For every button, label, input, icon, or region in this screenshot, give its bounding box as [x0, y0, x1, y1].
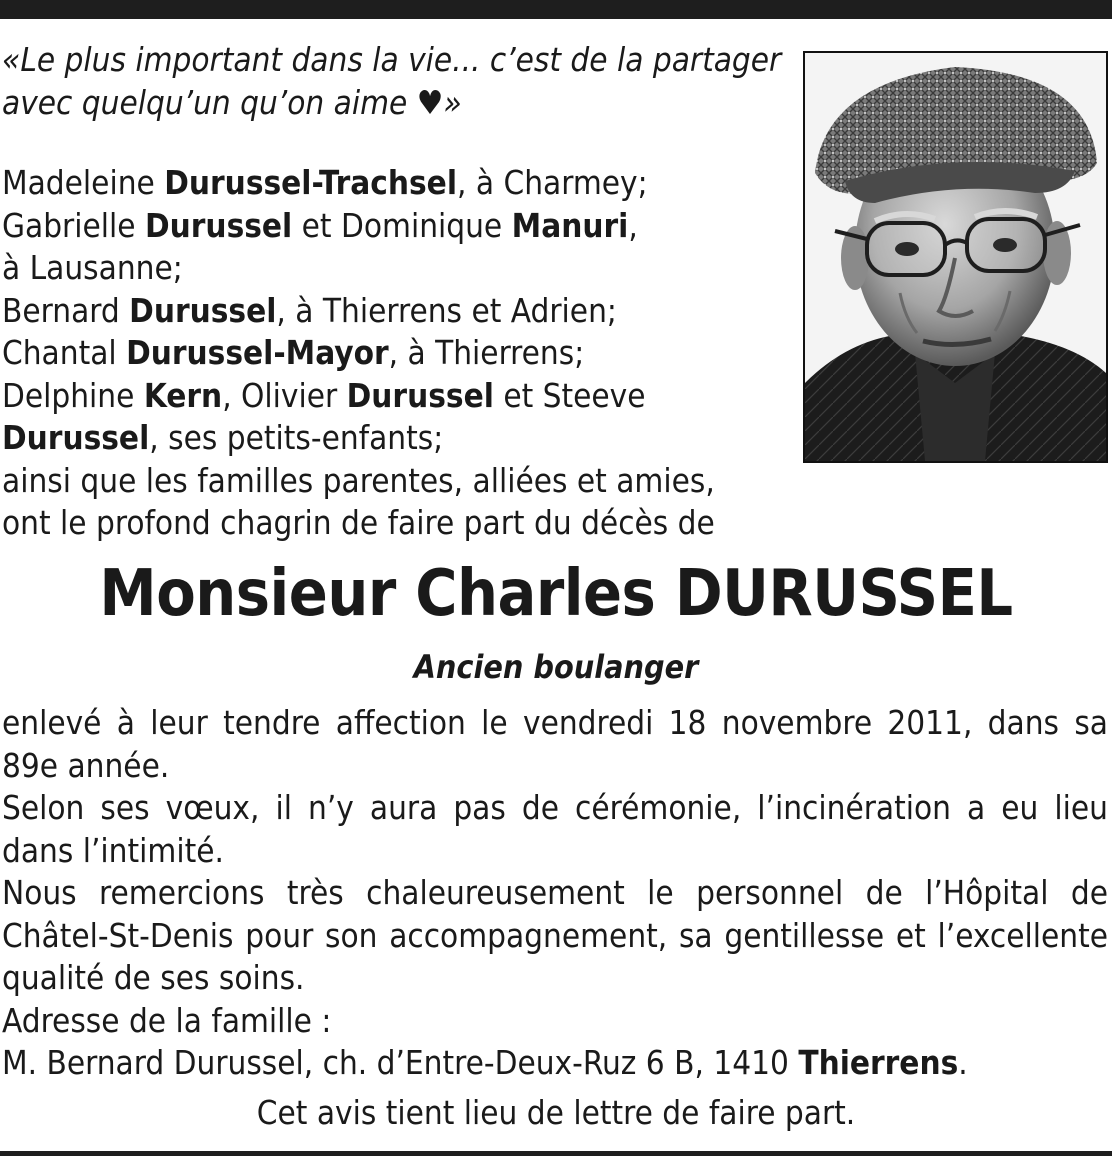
paragraph-death-date: enlevé à leur tendre affection le vendredi 18 novembre 2011, dans sa 89e année. [2, 703, 1108, 785]
address-city: Thierrens [798, 1043, 959, 1082]
family-first: Delphine [2, 375, 144, 415]
deceased-occupation: Ancien boulanger [413, 648, 699, 686]
family-surname: Durussel-Trachsel [164, 163, 457, 202]
family-surname: Durussel [2, 418, 150, 457]
family-rest: , à Thierrens; [388, 333, 585, 372]
family-line [2, 162, 792, 205]
family-line [2, 247, 792, 290]
quote-line-2: avec quelqu’un qu’on aime ♥» [2, 83, 462, 122]
family-rest: , à Thierrens et Adrien; [276, 290, 617, 330]
epigraph-quote [2, 38, 792, 124]
address-suffix: . [958, 1043, 968, 1082]
address-street: M. Bernard Durussel, ch. d’Entre-Deux-Ruz 6 B, 1410 [2, 1043, 799, 1082]
family-line [2, 502, 792, 545]
family-mid: et Dominique [292, 205, 512, 245]
portrait-illustration [805, 53, 1106, 461]
portrait-photo [803, 51, 1108, 463]
family-first: Gabrielle [2, 205, 145, 245]
top-rule [0, 0, 1112, 19]
announcement-body [2, 702, 1108, 1085]
family-line [2, 290, 792, 333]
family-first: Bernard [2, 290, 130, 330]
family-surname: Durussel-Mayor [126, 333, 389, 372]
family-rest: , ses petits-enfants; [149, 418, 444, 457]
family-first: Madeleine [2, 163, 165, 202]
family-line [2, 417, 792, 460]
family-surname: Durussel [346, 375, 494, 415]
family-line [2, 375, 792, 418]
family-mid: , Olivier [222, 375, 347, 415]
family-surname: Kern [143, 375, 223, 415]
paragraph-ceremony: Selon ses vœux, il n’y aura pas de cérémonie, l’incinération a eu lieu dans l’intimité. [2, 788, 1108, 870]
family-first: Chantal [2, 333, 127, 372]
family-rest: , à Charmey; [456, 163, 648, 202]
family-first: ainsi que les familles parentes, alliées et amies, [2, 460, 715, 500]
family-first: ont le profond chagrin de faire part du décès de [2, 503, 715, 542]
quote-line-1: «Le plus important dans la vie... c’est de la partager [2, 40, 782, 79]
family-first: à Lausanne; [2, 248, 183, 287]
paragraph-thanks: Nous remercions très chaleureusement le personnel de l’Hôpital de Châtel-St-Denis pour son accompagnement, sa gentillesse et l’excellente qualité de ses soins. [2, 873, 1108, 997]
family-rest: , [628, 205, 638, 245]
bottom-rule [0, 1151, 1112, 1156]
family-line [2, 205, 792, 248]
family-line [2, 460, 792, 503]
address-line [2, 1042, 1108, 1085]
deceased-name: Monsieur Charles DURUSSEL [99, 557, 1013, 631]
family-surname: Durussel [129, 290, 277, 330]
family-rest: et Steeve [493, 375, 646, 415]
address-label: Adresse de la famille : [2, 1000, 332, 1040]
closing-note: Cet avis tient lieu de lettre de faire part. [256, 1093, 856, 1132]
family-surname: Manuri [511, 205, 629, 245]
family-list [2, 162, 792, 545]
family-line [2, 332, 792, 375]
family-surname: Durussel [144, 205, 293, 245]
